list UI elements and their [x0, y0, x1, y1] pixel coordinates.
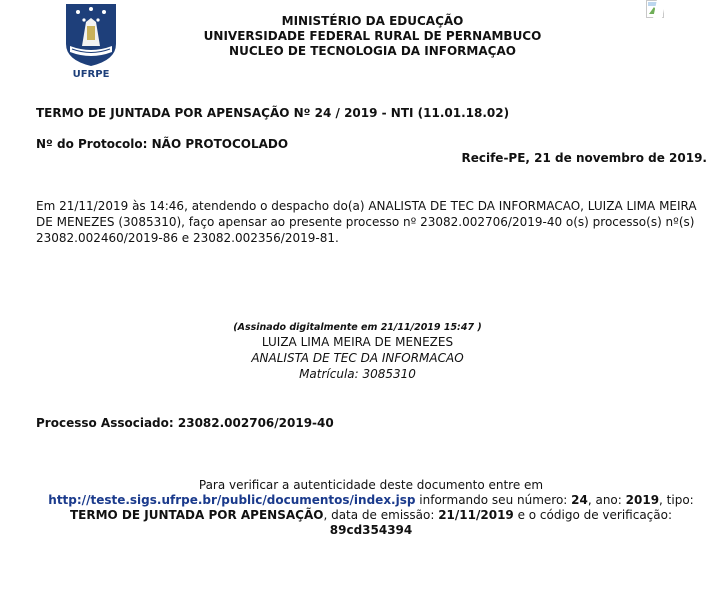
- ministry-name: MINISTÉRIO DA EDUCAÇÃO: [281, 14, 464, 28]
- verification-text-1: informando seu número:: [415, 493, 572, 507]
- ufrpe-logo: [60, 0, 122, 80]
- verification-notice: [36, 478, 706, 538]
- ufrpe-crest-icon: [60, 0, 122, 80]
- university-name: UNIVERSIDADE FEDERAL RURAL DE PERNAMBUCO: [203, 29, 542, 43]
- verification-intro: Para verificar a autenticidade deste documento entre em: [198, 478, 544, 492]
- document-body: Em 21/11/2019 às 14:46, atendendo o despacho do(a) ANALISTA DE TEC DA INFORMACAO, LUIZA LIMA MEIRA DE MENEZES (3085310), faço apensar ao presente processo nº 23082.002706/2019-40 o(s) processo(s) nº(s) 23082.002460/2019-86 e 23082.002356/2019-81.: [36, 199, 697, 245]
- verification-text-5: e o código de verificação:: [513, 508, 673, 522]
- document-header: [150, 14, 595, 59]
- logo-text: UFRPE: [72, 69, 110, 80]
- signature-stamp: (Assinado digitalmente em 21/11/2019 15:47 ): [233, 322, 482, 333]
- protocol-number: Nº do Protocolo: NÃO PROTOCOLADO: [36, 137, 289, 151]
- signer-registration: Matrícula: 3085310: [299, 367, 416, 381]
- broken-image-icon: [646, 0, 664, 18]
- verification-details: [36, 493, 706, 538]
- verification-issue-date: 21/11/2019: [438, 508, 514, 522]
- signer-name: LUIZA LIMA MEIRA DE MENEZES: [261, 335, 454, 349]
- verification-number: 24: [571, 493, 588, 507]
- verification-year: 2019: [625, 493, 660, 507]
- verification-link[interactable]: http://teste.sigs.ufrpe.br/public/documentos/index.jsp: [48, 493, 416, 507]
- department-name: NUCLEO DE TECNOLOGIA DA INFORMAÇAO: [229, 44, 516, 58]
- verification-text-4: , data de emissão:: [323, 508, 439, 522]
- associated-process: Processo Associado: 23082.002706/2019-40: [36, 416, 334, 430]
- document-date: Recife-PE, 21 de novembro de 2019.: [461, 151, 707, 165]
- signature-block: [0, 322, 715, 382]
- signer-role: ANALISTA DE TEC DA INFORMACAO: [251, 351, 464, 365]
- verification-text-3: , tipo:: [659, 493, 694, 507]
- verification-text-2: , ano:: [587, 493, 626, 507]
- verification-code: 89cd354394: [329, 523, 413, 537]
- document-title: TERMO DE JUNTADA POR APENSAÇÃO Nº 24 / 2019 - NTI (11.01.18.02): [36, 106, 510, 120]
- verification-type: TERMO DE JUNTADA POR APENSAÇÃO: [69, 508, 324, 522]
